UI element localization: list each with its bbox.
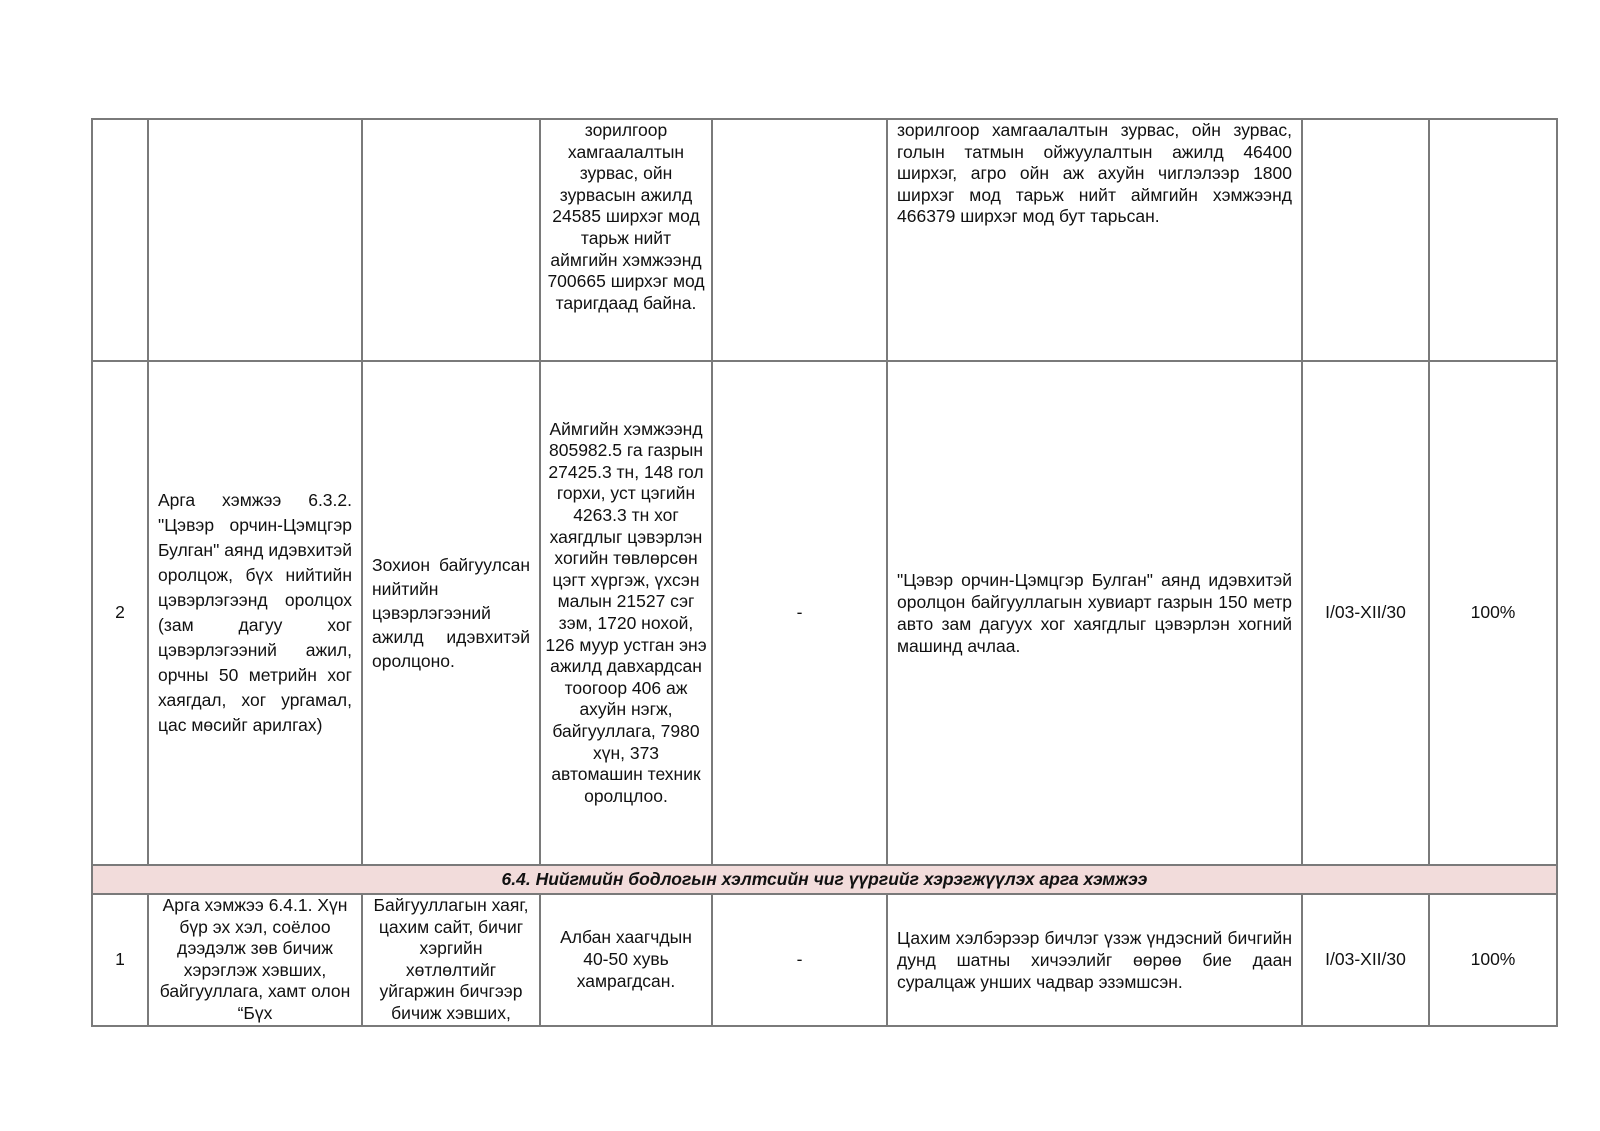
table-row	[92, 119, 1557, 361]
row-number	[92, 119, 148, 361]
row-number: 2	[92, 361, 148, 865]
col5-cell: -	[712, 361, 887, 865]
col5-cell: -	[712, 894, 887, 1026]
expected-result-cell: Байгууллагын хаяг, цахим сайт, бичиг хэргийн хөтлөлтийг уйгаржин бичгээр бичиж хэвших,	[362, 894, 540, 1026]
percent-cell: 100%	[1429, 361, 1557, 865]
period-cell: I/03-XII/30	[1302, 361, 1429, 865]
report-table	[91, 118, 1558, 1027]
section-heading: 6.4. Нийгмийн бодлогын хэлтсийн чиг үүргийг хэрэгжүүлэх арга хэмжээ	[92, 865, 1557, 894]
period-cell: I/03-XII/30	[1302, 894, 1429, 1026]
expected-result-cell: Зохион байгуулсан нийтийн цэвэрлэгээний ажилд идэвхитэй оролцоно.	[362, 361, 540, 865]
progress-cell: Аймгийн хэмжээнд 805982.5 га газрын 27425.3 тн, 148 гол горхи, уст цэгийн 4263.3 тн хог хаягдлыг цэвэрлэн хогийн төвлөрсөн цэгт хүргэж, үхсэн малын 21527 сэг зэм, 1720 нохой, 126 муур устган энэ ажилд давхардсан тоогоор 406 аж ахуйн нэгж, байгууллага, 7980 хүн, 373 автомашин техник оролцлоо.	[540, 361, 712, 865]
table-row	[92, 894, 1557, 1026]
performance-cell: Цахим хэлбэрээр бичлэг үзэж үндэсний бичгийн дунд шатны хичээлийг өөрөө бие даан суралцаж унших чадвар эзэмшсэн.	[887, 894, 1302, 1026]
table-row	[92, 361, 1557, 865]
percent-cell	[1429, 119, 1557, 361]
percent-cell: 100%	[1429, 894, 1557, 1026]
progress-cell: Албан хаагчдын 40-50 хувь хамрагдсан.	[540, 894, 712, 1026]
row-number: 1	[92, 894, 148, 1026]
expected-result-cell	[362, 119, 540, 361]
section-heading-row	[92, 865, 1557, 894]
measure-cell: Арга хэмжээ 6.4.1. Хүн бүр эх хэл, соёлоо дээдэлж зөв бичиж хэрэглэж хэвших, байгууллага, хамт олон “Бүх	[148, 894, 362, 1026]
period-cell	[1302, 119, 1429, 361]
measure-cell	[148, 119, 362, 361]
progress-cell: зорилгоор хамгаалалтын зурвас, ойн зурвасын ажилд 24585 ширхэг мод тарьж нийт аймгийн хэмжээнд 700665 ширхэг мод таригдаад байна.	[540, 119, 712, 361]
performance-cell: зорилгоор хамгаалалтын зурвас, ойн зурвас, голын татмын ойжуулалтын ажилд 46400 ширхэг, агро ойн аж ахуйн чиглэлээр 1800 ширхэг мод тарьж нийт аймгийн хэмжээнд 466379 ширхэг мод бут тарьсан.	[887, 119, 1302, 361]
measure-cell: Арга хэмжээ 6.3.2. "Цэвэр орчин-Цэмцгэр Булган" аянд идэвхитэй оролцож, бүх нийтийн цэвэрлэгээнд оролцох (зам дагуу хог цэвэрлэгээний ажил, орчны 50 метрийн хог хаягдал, хог ургамал, цас мөсийг арилгах)	[148, 361, 362, 865]
performance-cell: "Цэвэр орчин-Цэмцгэр Булган" аянд идэвхитэй оролцон байгууллагын хувиарт газрын 150 метр авто зам дагуух хог хаягдлыг цэвэрлэн хогний машинд ачлаа.	[887, 361, 1302, 865]
col5-cell	[712, 119, 887, 361]
